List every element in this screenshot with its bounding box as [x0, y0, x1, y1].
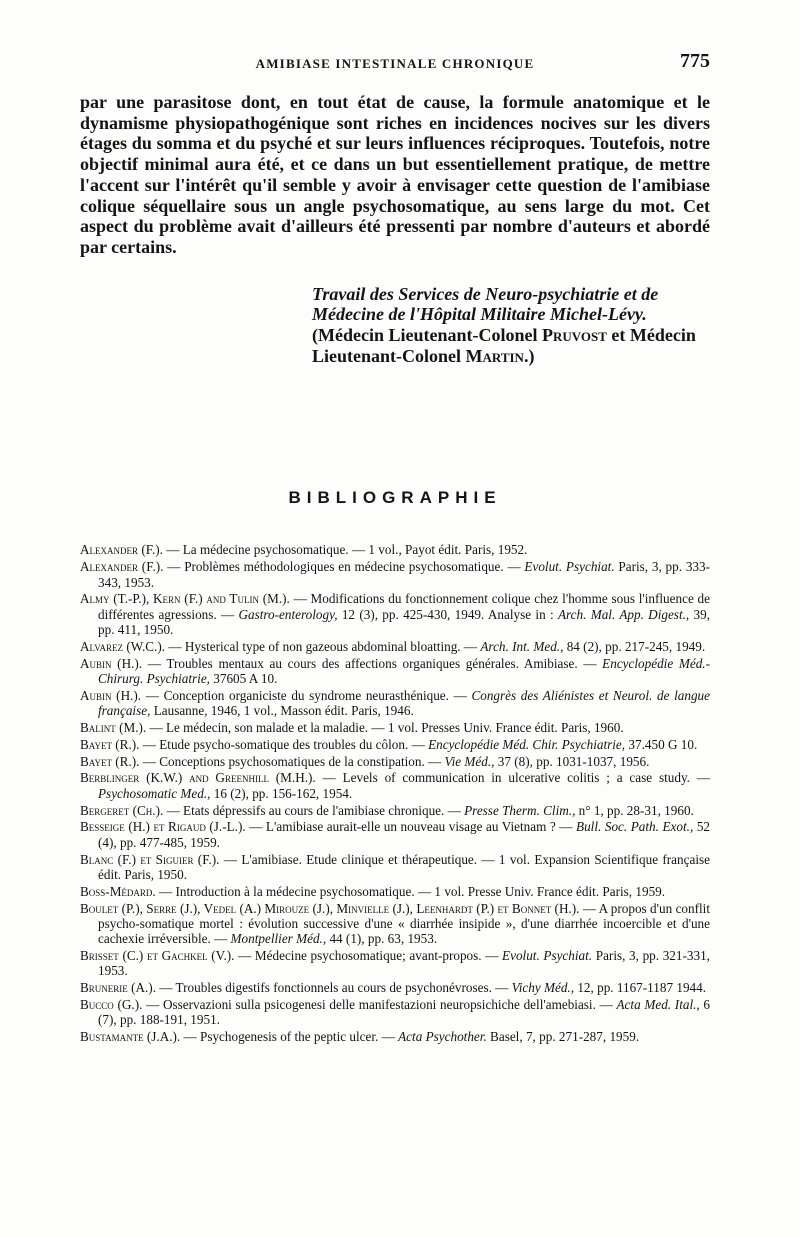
affiliation-note	[312, 284, 710, 367]
entry-author: Bergeret (Ch.).	[80, 802, 164, 818]
entry-journal: Evolut. Psychiat.	[524, 559, 615, 575]
entry-author: Aubin (H.).	[80, 655, 143, 671]
entry-text: — Etude psycho-somatique des troubles du côlon. —	[139, 736, 429, 752]
running-head	[80, 50, 710, 80]
entry-text: — Conceptions psychosomatiques de la constipation. —	[139, 753, 445, 769]
affiliation-name-2: Martin	[465, 345, 524, 366]
entry-text: 6 (7), pp. 188-191, 1951.	[98, 996, 711, 1028]
entry-journal: Evolut. Psychiat.	[502, 947, 593, 963]
bibliography-entry	[80, 770, 710, 800]
bibliography-entry	[80, 803, 710, 818]
entry-author: Bayet (R.).	[80, 753, 140, 769]
entry-text: — L'amibiase aurait-elle un nouveau visage au Vietnam ? —	[245, 819, 577, 835]
entry-author: Boulet (P.), Serre (J.), Vedel (A.) Mirouze (J.), Minvielle (J.), Leenhardt (P.) et Bonnet (H.).	[80, 900, 580, 916]
entry-author: Brunerie (A.).	[80, 979, 156, 995]
entry-author: Besseige (H.) et Rigaud (J.-L.).	[80, 819, 246, 835]
entry-text: 37605 A 10.	[209, 670, 278, 686]
page-number: 775	[680, 50, 710, 72]
entry-author: Bucco (G.).	[80, 996, 143, 1012]
entry-author: Balint (M.).	[80, 719, 147, 735]
entry-journal: Presse Therm. Clim.,	[464, 802, 576, 818]
entry-journal: Congrès des Aliénistes et Neurol. de langue française,	[98, 687, 710, 718]
bibliography-entry	[80, 901, 710, 947]
bibliography-entry	[80, 720, 710, 735]
entry-text: Paris, 3, pp. 333-343, 1953.	[98, 559, 710, 590]
bibliography-entry	[80, 948, 710, 978]
entry-author: Brisset (C.) et Gachkel (V.).	[80, 947, 235, 963]
entry-text: 37.450 G 10.	[625, 736, 698, 752]
entry-author: Boss-Médard.	[80, 883, 156, 899]
entry-author: Bayet (R.).	[80, 736, 140, 752]
entry-text: — La médecine psychosomatique. — 1 vol., Payot édit. Paris, 1952.	[162, 542, 528, 558]
running-title: AMIBIASE INTESTINALE CHRONIQUE	[255, 56, 535, 71]
entry-journal: Vichy Méd.,	[511, 979, 575, 995]
entry-author: Alexander (F.).	[80, 559, 164, 575]
entry-text: — Modifications du fonctionnement colique chez l'homme sous l'influence de différentes agressions. —	[98, 591, 710, 622]
entry-author: Almy (T.-P.), Kern (F.) and Tulin (M.).	[80, 591, 290, 607]
entry-text: 39, pp. 411, 1950.	[98, 606, 710, 637]
affiliation-name-1: Pruvost	[541, 325, 607, 346]
entry-text: — Introduction à la médecine psychosomatique. — 1 vol. Presse Univ. France édit. Paris, 1959.	[155, 883, 666, 899]
entry-text: — L'amibiase. Etude clinique et thérapeutique. — 1 vol. Expansion Scientifique française édit. Paris, 1950.	[98, 851, 710, 882]
bibliography-list	[80, 542, 710, 1044]
entry-author: Alexander (F.).	[80, 542, 163, 558]
entry-journal: Psychosomatic Med.,	[98, 785, 211, 801]
entry-journal: Arch. Mal. App. Digest.,	[557, 606, 690, 622]
entry-text: 84 (2), pp. 217-245, 1949.	[563, 638, 706, 654]
entry-author: Bustamante (J.A.).	[80, 1028, 181, 1044]
entry-text: — Conception organiciste du syndrome neurasthénique. —	[141, 687, 472, 703]
entry-text: — Psychogenesis of the peptic ulcer. —	[180, 1028, 399, 1044]
bibliography-heading: BIBLIOGRAPHIE	[288, 488, 502, 508]
entry-author: Aubin (H.).	[80, 687, 142, 703]
document-page	[80, 50, 710, 1046]
affiliation-italic: Travail des Services de Neuro-psychiatrie et de Médecine de l'Hôpital Militaire Michel-Lévy.	[312, 283, 659, 325]
affiliation-text-2: et Médecin Lieutenant-Colonel	[312, 325, 696, 366]
entry-text: — Osservazioni sulla psicogenesi delle manifestazioni neuropsichiche dell'amebiasi. —	[142, 996, 617, 1012]
bibliography-entry	[80, 559, 710, 589]
entry-text: 12, pp. 1167-1187 1944.	[574, 979, 707, 995]
entry-journal: Gastro-enterology,	[238, 606, 338, 622]
bibliography-entry	[80, 542, 710, 557]
bibliography-entry	[80, 737, 710, 752]
entry-journal: Arch. Int. Med.,	[480, 638, 564, 654]
entry-text: — Etats dépressifs au cours de l'amibiase chronique. —	[163, 802, 465, 818]
entry-text: — Le médecin, son malade et la maladie. — 1 vol. Presses Univ. France édit. Paris, 1960.	[146, 719, 624, 735]
entry-journal: Acta Med. Ital.,	[616, 996, 700, 1012]
entry-journal: Encyclopédie Méd. Chir. Psychiatrie,	[428, 736, 626, 752]
bibliography-entry	[80, 980, 710, 995]
entry-text: 52 (4), pp. 477-485, 1959.	[98, 819, 711, 850]
affiliation-text-1: (Médecin Lieutenant-Colonel	[312, 325, 542, 346]
bibliography-entry	[80, 591, 710, 637]
bibliography-entry	[80, 884, 710, 899]
affiliation-text-3: .)	[523, 345, 535, 366]
entry-author: Berblinger (K.W.) and Greenhill (M.H.).	[80, 770, 316, 786]
bibliography-entry	[80, 688, 710, 718]
entry-text: 12 (3), pp. 425-430, 1949. Analyse in :	[337, 606, 558, 622]
entry-text: n° 1, pp. 28-31, 1960.	[575, 802, 694, 818]
entry-author: Alvarez (W.C.).	[80, 638, 166, 654]
entry-text: 44 (1), pp. 63, 1953.	[326, 930, 438, 946]
entry-journal: Bull. Soc. Path. Exot.,	[576, 819, 694, 835]
entry-text: — Hysterical type of non gazeous abdominal bloatting. —	[165, 638, 481, 654]
bibliography-entry	[80, 754, 710, 769]
bibliography-entry	[80, 819, 710, 849]
entry-journal: Montpellier Méd.,	[230, 930, 327, 946]
entry-text: — Problèmes méthodologiques en médecine psychosomatique. —	[163, 559, 525, 575]
entry-journal: Acta Psychother.	[398, 1028, 487, 1044]
entry-text: 37 (8), pp. 1031-1037, 1956.	[494, 753, 650, 769]
entry-text: 16 (2), pp. 156-162, 1954.	[210, 785, 353, 801]
entry-text: — A propos d'un conflit psycho-somatique mortel : évolution successive d'une « diarrhée insipide », d'une diarrhée incoercible et d'une cachexie irréversible. —	[98, 900, 710, 946]
entry-author: Blanc (F.) et Siguier (F.).	[80, 851, 220, 867]
entry-text: — Médecine psychosomatique; avant-propos. —	[234, 947, 503, 963]
bibliography-entry	[80, 997, 710, 1027]
entry-text: — Levels of communication in ulcerative colitis ; a case study. —	[315, 770, 710, 786]
entry-text: Basel, 7, pp. 271-287, 1959.	[486, 1028, 640, 1044]
bibliography-entry	[80, 1029, 710, 1044]
entry-text: — Troubles digestifs fonctionnels au cours de psychonévroses. —	[156, 979, 512, 995]
body-paragraph: par une parasitose dont, en tout état de cause, la formule anatomique et le dynamisme physiopathogénique sont riches en incidences nocives sur les divers étages du somma et du psyché et sur leurs influences réciproques. Toutefois, notre objectif minimal aura été, et ce dans un but essentiellement pratique, de mettre l'accent sur l'intérêt qu'il semble y avoir à envisager cette question de l'amibiase colique séquellaire sous un angle psychosomatique, au sens large du mot. Cet aspect du problème avait d'ailleurs été pressenti par nombre d'auteurs et abordé par certains.	[80, 92, 710, 257]
entry-text: Lausanne, 1946, 1 vol., Masson édit. Paris, 1946.	[150, 702, 414, 718]
bibliography-entry	[80, 852, 710, 882]
entry-text: — Troubles mentaux au cours des affections organiques générales. Amibiase. —	[142, 655, 603, 671]
entry-text: Paris, 3, pp. 321-331, 1953.	[98, 947, 710, 979]
entry-journal: Encyclopédie Méd.-Chirurg. Psychiatrie,	[98, 655, 710, 686]
bibliography-entry	[80, 639, 710, 654]
bibliography-entry	[80, 656, 710, 686]
entry-journal: Vie Méd.,	[444, 753, 495, 769]
